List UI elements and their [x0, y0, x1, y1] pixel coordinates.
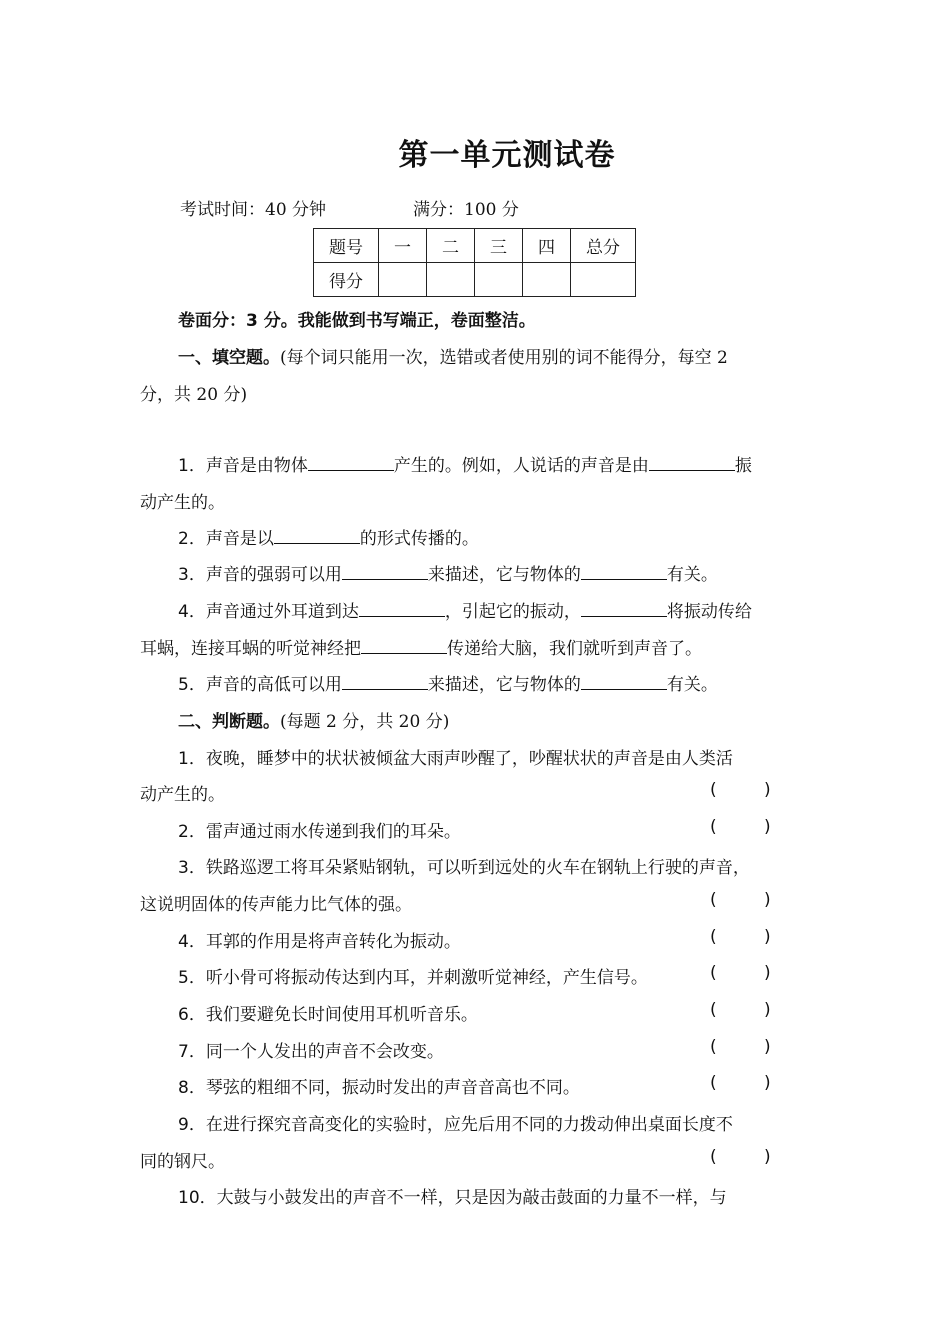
answer-blank[interactable] — [361, 638, 447, 654]
answer-blank[interactable] — [274, 528, 360, 544]
answer-parens[interactable] — [710, 1073, 818, 1093]
fill-q1-cont: 动产生的。 — [140, 493, 225, 513]
page-title: 第一单元测试卷 — [398, 138, 616, 173]
answer-blank[interactable] — [649, 455, 735, 471]
paren-close: ) — [764, 1073, 771, 1093]
full-score: 满分：100 分 — [413, 200, 519, 220]
section1-note-cont: 分，共 20 分) — [140, 385, 248, 405]
paren-close: ) — [764, 1037, 771, 1057]
answer-blank[interactable] — [308, 455, 394, 471]
judge-q3-cont: 这说明固体的传声能力比气体的强。 — [140, 895, 412, 915]
answer-parens[interactable] — [710, 1000, 818, 1020]
question-text: 的形式传播的。 — [359, 529, 479, 549]
score-table-header-cell: 一 — [379, 229, 427, 263]
answer-blank[interactable] — [581, 564, 667, 580]
judge-q1-cont: 动产生的。 — [140, 785, 225, 805]
question-number: 4． — [178, 602, 206, 622]
question-text: 来描述，它与物体的 — [427, 675, 581, 695]
judge-q3 — [140, 853, 858, 878]
question-text: 传递给大脑，我们就听到声音了。 — [447, 639, 702, 659]
answer-blank[interactable] — [359, 601, 445, 617]
paren-open: ( — [710, 1147, 717, 1167]
question-text: 将振动传给 — [666, 602, 752, 622]
paren-close: ) — [764, 890, 771, 910]
question-text: 耳蜗，连接耳蜗的听觉神经把 — [140, 639, 361, 659]
answer-parens[interactable] — [710, 1037, 818, 1057]
section1-heading-line — [140, 343, 858, 368]
question-text: 声音是以 — [205, 529, 274, 549]
score-cell[interactable] — [523, 263, 571, 297]
question-number: 3． — [178, 858, 206, 878]
judge-q9 — [140, 1110, 858, 1135]
fill-q4 — [140, 597, 858, 622]
question-number: 4． — [178, 932, 206, 952]
answer-parens[interactable] — [710, 780, 818, 800]
paren-open: ( — [710, 1073, 717, 1093]
answer-parens[interactable] — [710, 963, 818, 983]
question-number: 9． — [178, 1115, 206, 1135]
question-text: 同一个人发出的声音不会改变。 — [205, 1042, 444, 1062]
score-table-header-cell: 题号 — [314, 229, 379, 263]
section2-heading-line — [140, 707, 858, 732]
judge-q9-cont: 同的钢尺。 — [140, 1152, 225, 1172]
question-number: 2． — [178, 529, 206, 549]
exam-time: 考试时间：40 分钟 — [180, 200, 327, 220]
question-number: 3． — [178, 565, 206, 585]
fill-q3 — [140, 560, 858, 585]
score-cell[interactable] — [427, 263, 475, 297]
answer-parens[interactable] — [710, 890, 818, 910]
question-text: 在进行探究音高变化的实验时，应先后用不同的力拨动伸出桌面长度不 — [205, 1115, 733, 1135]
score-table-header-cell: 四 — [523, 229, 571, 263]
question-text: 来描述，它与物体的 — [427, 565, 581, 585]
question-text: 声音的强弱可以用 — [205, 565, 342, 585]
answer-blank[interactable] — [342, 564, 428, 580]
question-number: 5． — [178, 675, 206, 695]
score-table-header-cell: 总分 — [571, 229, 636, 263]
question-text: 听小骨可将振动传达到内耳，并刺激听觉神经，产生信号。 — [205, 968, 648, 988]
score-table-score-row — [314, 263, 636, 297]
fill-q5 — [140, 670, 858, 695]
question-number: 7． — [178, 1042, 206, 1062]
neatness-note: 卷面分：3 分。我能做到书写端正，卷面整洁。 — [178, 311, 536, 331]
paren-close: ) — [764, 817, 771, 837]
question-text: 声音通过外耳道到达 — [205, 602, 359, 622]
question-text: ，引起它的振动， — [444, 602, 581, 622]
answer-blank[interactable] — [581, 674, 667, 690]
score-row-label: 得分 — [314, 263, 379, 297]
paren-open: ( — [710, 890, 717, 910]
question-text: 雷声通过雨水传递到我们的耳朵。 — [205, 822, 461, 842]
question-text: 有关。 — [666, 675, 718, 695]
score-cell[interactable] — [475, 263, 523, 297]
question-text: 夜晚，睡梦中的状状被倾盆大雨声吵醒了，吵醒状状的声音是由人类活 — [205, 749, 733, 769]
paren-open: ( — [710, 817, 717, 837]
question-number: 2． — [178, 822, 206, 842]
fill-q2 — [140, 524, 858, 549]
question-text: 有关。 — [666, 565, 718, 585]
paren-close: ) — [764, 1000, 771, 1020]
question-text: 耳郭的作用是将声音转化为振动。 — [205, 932, 461, 952]
paren-open: ( — [710, 963, 717, 983]
section1-note: (每个词只能用一次，选错或者使用别的词不能得分，每空 2 — [280, 348, 728, 368]
question-number: 5． — [178, 968, 206, 988]
score-table-header-cell: 二 — [427, 229, 475, 263]
question-text: 声音的高低可以用 — [205, 675, 342, 695]
fill-q1 — [140, 451, 858, 476]
paren-close: ) — [764, 780, 771, 800]
answer-parens[interactable] — [710, 1147, 818, 1167]
question-number: 6． — [178, 1005, 206, 1025]
question-text: 大鼓与小鼓发出的声音不一样，只是因为敲击鼓面的力量不一样，与 — [216, 1188, 727, 1208]
score-cell[interactable] — [379, 263, 427, 297]
score-table-header-cell: 三 — [475, 229, 523, 263]
question-number: 10． — [178, 1188, 217, 1208]
paren-close: ) — [764, 963, 771, 983]
question-text: 铁路巡逻工将耳朵紧贴钢轨，可以听到远处的火车在钢轨上行驶的声音， — [205, 858, 750, 878]
score-table — [313, 228, 636, 297]
answer-blank[interactable] — [581, 601, 667, 617]
judge-q10 — [140, 1183, 858, 1208]
answer-blank[interactable] — [342, 674, 428, 690]
judge-q1 — [140, 744, 858, 769]
question-number: 1． — [178, 456, 206, 476]
score-table-header-row — [314, 229, 636, 263]
paren-open: ( — [710, 780, 717, 800]
answer-parens[interactable] — [710, 817, 818, 837]
question-text: 声音是由物体 — [205, 456, 308, 476]
section2-heading: 二、判断题。 — [178, 712, 280, 732]
paren-close: ) — [764, 1147, 771, 1167]
section2-note: (每题 2 分，共 20 分) — [280, 712, 450, 732]
question-number: 8． — [178, 1078, 206, 1098]
paren-open: ( — [710, 1000, 717, 1020]
question-text: 振 — [734, 456, 752, 476]
score-cell[interactable] — [571, 263, 636, 297]
question-text: 产生的。例如，人说话的声音是由 — [393, 456, 649, 476]
question-text: 琴弦的粗细不同，振动时发出的声音音高也不同。 — [205, 1078, 580, 1098]
question-text: 我们要避免长时间使用耳机听音乐。 — [205, 1005, 478, 1025]
paren-close: ) — [764, 927, 771, 947]
fill-q4-cont — [140, 634, 820, 659]
answer-parens[interactable] — [710, 927, 818, 947]
section1-heading: 一、填空题。 — [178, 348, 280, 368]
paren-open: ( — [710, 1037, 717, 1057]
question-number: 1． — [178, 749, 206, 769]
paren-open: ( — [710, 927, 717, 947]
